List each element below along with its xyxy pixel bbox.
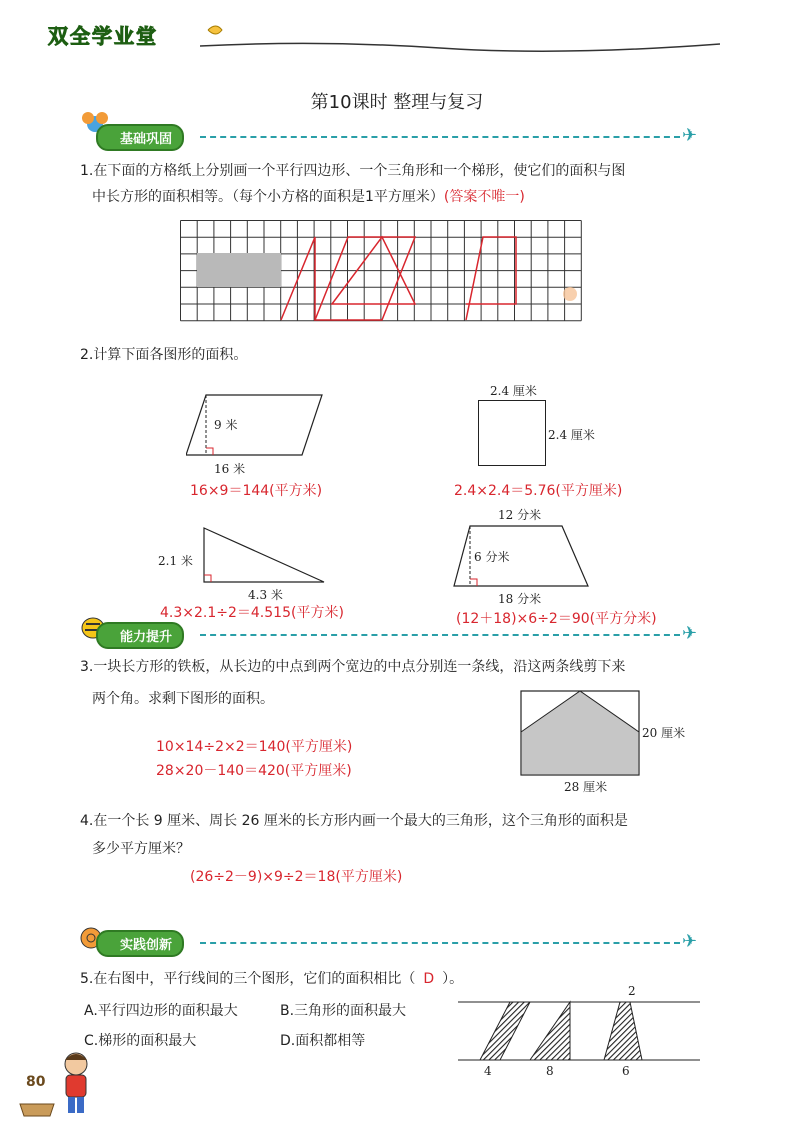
- section-divider: [200, 942, 680, 944]
- fig-label-b1: 4: [484, 1064, 492, 1078]
- q3-answer1: 10×14÷2×2＝140(平方厘米): [156, 739, 353, 755]
- reference-rectangle: [197, 253, 281, 287]
- parallel-lines-figure: [458, 994, 700, 1064]
- fig4-top: 12 分米: [498, 508, 542, 522]
- plate-figure: [520, 690, 640, 776]
- q4-line2: 多少平方厘米？: [92, 841, 190, 857]
- q4-line1: 4.在一个长 9 厘米、周长 26 厘米的长方形内画一个最大的三角形，这个三角形的面积是: [80, 813, 628, 829]
- option-a[interactable]: A.平行四边形的面积最大: [84, 1003, 238, 1019]
- fig3-height: 2.1 米: [158, 554, 193, 568]
- option-d[interactable]: D.面积都相等: [280, 1033, 366, 1049]
- section-divider: [200, 634, 680, 636]
- q3-line1: 3.一块长方形的铁板，从长边的中点到两个宽边的中点分别连一条线，沿这两条线剪下来: [80, 659, 626, 675]
- plate-bottom-label: 28 厘米: [564, 780, 608, 794]
- section-practice: 实践创新: [96, 930, 184, 957]
- fig4-height: 6 分米: [474, 550, 510, 564]
- q1-answer: (答案不唯一): [443, 189, 525, 205]
- fig2-answer: 2.4×2.4＝5.76(平方厘米): [454, 483, 623, 499]
- q5-question: 5.在右图中，平行线间的三个图形，它们的面积相比（ D ）。: [80, 971, 464, 987]
- fig3-base: 4.3 米: [248, 588, 283, 602]
- fig1-answer: 16×9＝144(平方米): [190, 483, 323, 499]
- q4-answer: (26÷2－9)×9÷2＝18(平方厘米): [190, 869, 403, 885]
- fig4-base: 18 分米: [498, 592, 542, 606]
- fig1-height: 9 米: [214, 418, 238, 432]
- plane-icon: ✈: [682, 931, 698, 952]
- q1-line1: 1.在下面的方格纸上分别画一个平行四边形、一个三角形和一个梯形，使它们的面积与图: [80, 163, 626, 179]
- red-parallelogram: [315, 237, 415, 320]
- page-number: 80: [26, 1074, 46, 1090]
- lesson-title: 第10课时 整理与复习: [310, 92, 484, 113]
- section-divider: [200, 136, 680, 138]
- fig-label-b3: 6: [622, 1064, 630, 1078]
- fig2-top: 2.4 厘米: [490, 384, 537, 398]
- plane-icon: ✈: [682, 623, 698, 644]
- q3-answer2: 28×20－140＝420(平方厘米): [156, 763, 352, 779]
- hatched-parallelogram: [480, 1002, 530, 1060]
- grid-paper: [180, 220, 582, 324]
- plane-icon: ✈: [682, 125, 698, 146]
- fig-label-b2: 8: [546, 1064, 554, 1078]
- brand-logo: 双全学业堂: [48, 24, 158, 48]
- section-basic: 基础巩固: [96, 124, 184, 151]
- hatched-trapezoid: [604, 1002, 642, 1060]
- q3-line2: 两个角。求剩下图形的面积。: [92, 691, 274, 707]
- plate-side-label: 20 厘米: [642, 726, 686, 740]
- triangle-figure: [200, 526, 330, 586]
- square-figure: [478, 400, 546, 466]
- parallelogram-figure: [186, 390, 326, 460]
- fig2-side: 2.4 厘米: [548, 428, 595, 442]
- option-b[interactable]: B.三角形的面积最大: [280, 1003, 407, 1019]
- option-c[interactable]: C.梯形的面积最大: [84, 1033, 197, 1049]
- q1-line2: 中长方形的面积相等。（每个小方格的面积是1平方厘米）(答案不唯一): [92, 189, 525, 205]
- trapezoid-figure: [452, 524, 592, 588]
- hatched-triangle: [530, 1002, 570, 1060]
- section-ability: 能力提升: [96, 622, 184, 649]
- fig-label-top: 2: [628, 984, 636, 998]
- red-trapezoid: [466, 237, 516, 320]
- header-decoration: [200, 18, 720, 58]
- fig4-answer: (12＋18)×6÷2＝90(平方分米): [456, 611, 657, 627]
- red-shape-1: [281, 237, 315, 320]
- q5-answer: D: [423, 971, 435, 987]
- q2-text: 2.计算下面各图形的面积。: [80, 347, 248, 363]
- fig3-answer: 4.3×2.1÷2＝4.515(平方米): [160, 605, 344, 621]
- fig1-base: 16 米: [214, 462, 246, 476]
